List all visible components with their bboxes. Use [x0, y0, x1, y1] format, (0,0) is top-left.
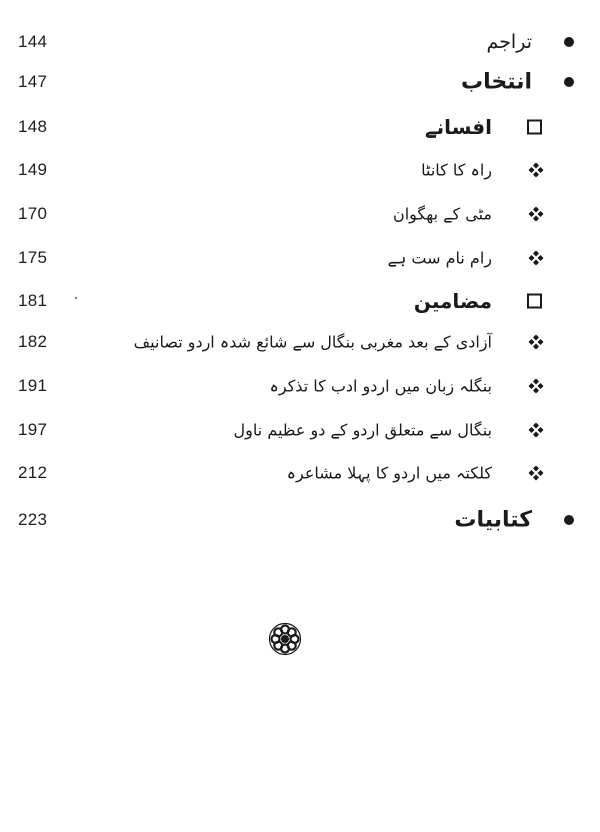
toc-entry-title: تراجم — [486, 31, 532, 53]
floral-ornament-icon — [268, 622, 302, 656]
four-diamond-bullet-icon — [528, 250, 544, 266]
hollow-square-icon — [527, 120, 542, 135]
toc-entry-title: راہ کا کانٹا — [421, 160, 492, 180]
toc-page-number: 197 — [18, 420, 48, 439]
filled-circle-icon — [564, 515, 574, 525]
toc-entry-title: مٹی کے بھگوان — [392, 204, 492, 224]
toc-entry — [0, 500, 600, 540]
toc-entry — [0, 62, 600, 102]
toc-entry-title: مضامین — [413, 289, 492, 313]
page-speck — [75, 297, 77, 299]
toc-entry — [0, 107, 600, 147]
toc-entry — [0, 366, 600, 406]
four-diamond-bullet-icon — [528, 465, 544, 481]
four-diamond-bullet-icon — [528, 422, 544, 438]
toc-entry — [0, 410, 600, 450]
toc-page-number: 148 — [18, 117, 48, 136]
four-diamond-bullet-icon — [528, 206, 544, 222]
toc-page-number: 191 — [18, 376, 48, 395]
four-diamond-bullet-icon — [528, 378, 544, 394]
toc-page-number: 149 — [18, 160, 48, 179]
toc-page-number: 181 — [18, 291, 48, 310]
toc-entry — [0, 322, 600, 362]
toc-entry — [0, 150, 600, 190]
toc-page-number: 170 — [18, 204, 48, 223]
hollow-square-icon — [527, 294, 542, 309]
toc-entry-title: رام نام ست ہے — [387, 248, 492, 268]
toc-entry — [0, 238, 600, 278]
toc-page-number: 223 — [18, 510, 48, 529]
toc-page-number: 144 — [18, 32, 48, 51]
toc-entry — [0, 281, 600, 321]
toc-page-number: 212 — [18, 463, 48, 482]
filled-circle-icon — [564, 77, 574, 87]
toc-entry-title: افسانے — [424, 115, 492, 139]
four-diamond-bullet-icon — [528, 162, 544, 178]
filled-circle-icon — [564, 37, 574, 47]
toc-page-number: 175 — [18, 248, 48, 267]
toc-entry — [0, 453, 600, 493]
toc-entry — [0, 22, 600, 62]
toc-page-number: 182 — [18, 332, 48, 351]
toc-entry-title: کلکتہ میں اردو کا پہلا مشاعرہ — [286, 463, 492, 483]
four-diamond-bullet-icon — [528, 334, 544, 350]
toc-entry-title: انتخاب — [460, 69, 532, 95]
toc-entry-title: بنگلہ زبان میں اردو ادب کا تذکرہ — [269, 376, 492, 396]
toc-entry — [0, 194, 600, 234]
toc-page-number: 147 — [18, 72, 48, 91]
toc-entry-title: کتابیات — [454, 507, 532, 533]
toc-entry-title: آزادی کے بعد مغربی بنگال سے شائع شدہ اردو تصانیف — [133, 332, 492, 352]
toc-entry-title: بنگال سے متعلق اردو کے دو عظیم ناول — [233, 420, 492, 440]
